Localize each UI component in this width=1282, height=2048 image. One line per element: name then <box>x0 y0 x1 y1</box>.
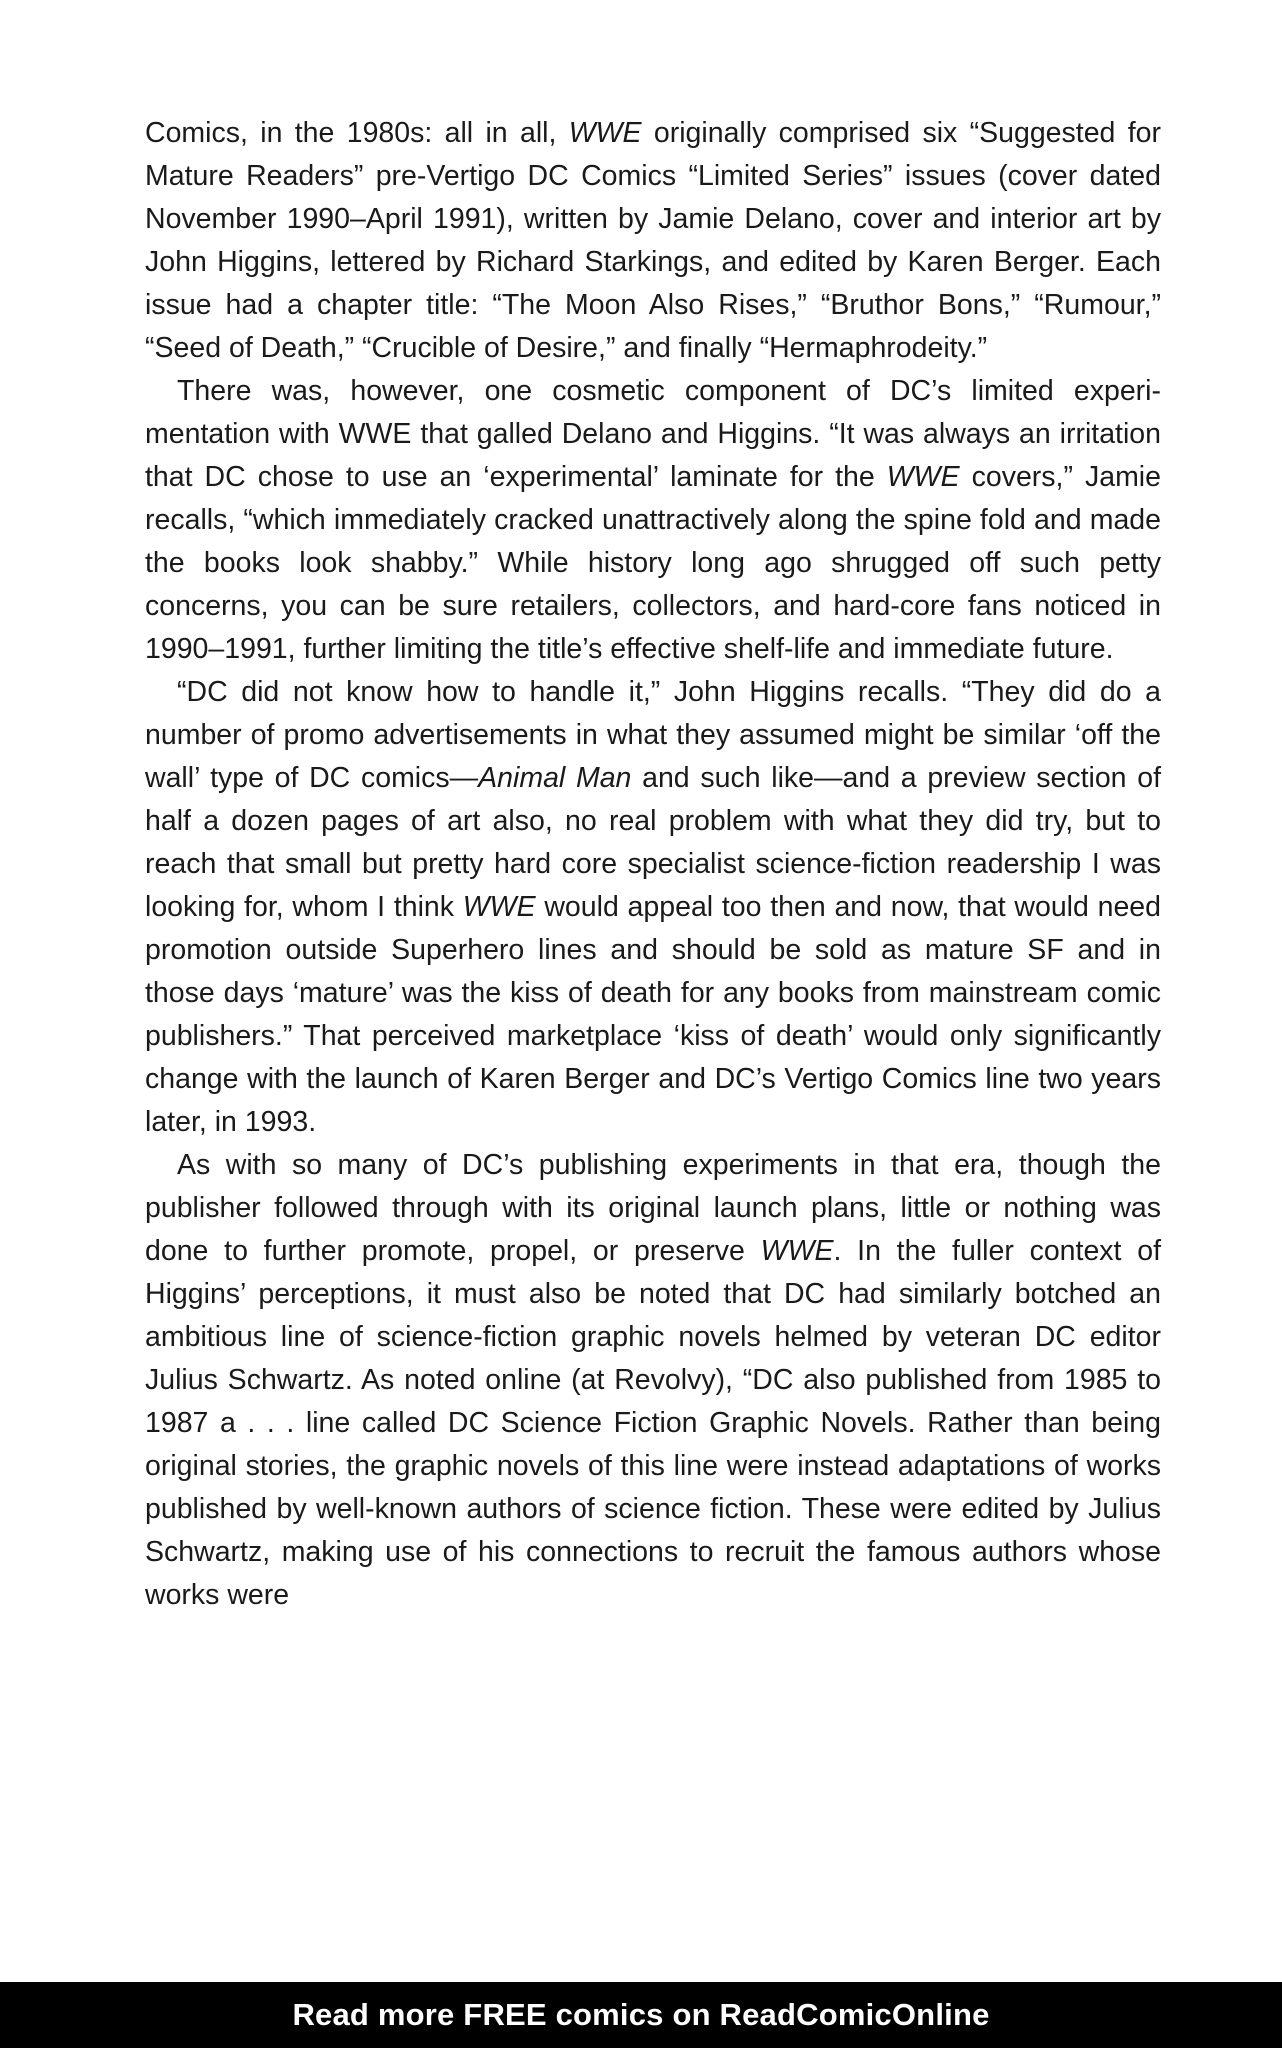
paragraph-text: covers,” Jamie recalls, “which immediately cracked unattractively along the spine fold and made the books look shabby.” While history long ago shrugged off such petty concerns, you can be sure retailers, collectors, and hard-core fans noticed in 1990–1991, further limiting the title’s effective shelf-life and immediate future. <box>145 461 1161 665</box>
italic-title: WWE <box>760 1235 834 1267</box>
footer-link-text[interactable]: Read more FREE comics on ReadComicOnline <box>292 1997 990 2032</box>
paragraph-text: Comics, in the 1980s: all in all, <box>145 117 569 149</box>
italic-title: WWE <box>886 461 960 493</box>
italic-title: WWE <box>568 117 642 149</box>
body-paragraph <box>145 671 1161 1144</box>
paragraph-text: . In the fuller context of Higgins’ perceptions, it must also be noted that DC had similarly botched an ambitious line of science-fiction graphic novels helmed by veteran DC editor Julius Schwartz. As noted online (at Revolvy), “DC also published from 1985 to 1987 a . . . line called DC Science Fiction Graphic Novels. Rather than being original stories, the graphic novels of this line were instead adaptations of works published by well-known authors of science fiction. These were edited by Julius Schwartz, making use of his connections to recruit the famous authors whose works were <box>145 1235 1161 1611</box>
body-paragraph <box>145 112 1161 370</box>
paragraph-text: As with so many of DC’s publishing experiments in that era, though the publisher followed through with its original launch plans, little or nothing was done to further promote, propel, or preserve <box>145 1149 1161 1267</box>
paragraph-text: and such like—and a preview section of half a dozen pages of art also, no real problem with what they did try, but to reach that small but pretty hard core specialist science-fiction readership I was looking for, whom I think <box>145 762 1161 923</box>
document-body <box>145 112 1161 1617</box>
body-paragraph <box>145 1144 1161 1617</box>
paragraph-text: would appeal too then and now, that would need promotion outside Superhero lines and should be sold as mature SF and in those days ‘mature’ was the kiss of death for any books from mainstream comic publishers.” That perceived marketplace ‘kiss of death’ would only significantly change with the launch of Karen Berger and DC’s Vertigo Comics line two years later, in 1993. <box>145 891 1161 1138</box>
paragraph-text: There was, however, one cosmetic component of DC’s limited experimentation with WWE that galled Delano and Higgins. “It was always an irritation that DC chose to use an ‘experimental’ laminate for the <box>145 375 1161 493</box>
footer-banner[interactable] <box>0 1982 1282 2048</box>
paragraph-text: originally comprised six “Suggested for Mature Readers” pre-Vertigo DC Comics “Limited Series” issues (cover dated November 1990–April 1991), written by Jamie Delano, cover and interior art by John Higgins, lettered by Richard Starkings, and edited by Karen Berger. Each issue had a chapter title: “The Moon Also Rises,” “Bruthor Bons,” “Rumour,” “Seed of Death,” “Crucible of Desire,” and finally “Hermaphrodeity.” <box>145 117 1161 364</box>
body-paragraph <box>145 370 1161 671</box>
paragraph-text: “DC did not know how to handle it,” John Higgins recalls. “They did do a number of promo advertisements in what they assumed might be similar ‘off the wall’ type of DC comics— <box>145 676 1161 794</box>
italic-title: WWE <box>462 891 536 923</box>
italic-title: Animal Man <box>478 762 632 794</box>
